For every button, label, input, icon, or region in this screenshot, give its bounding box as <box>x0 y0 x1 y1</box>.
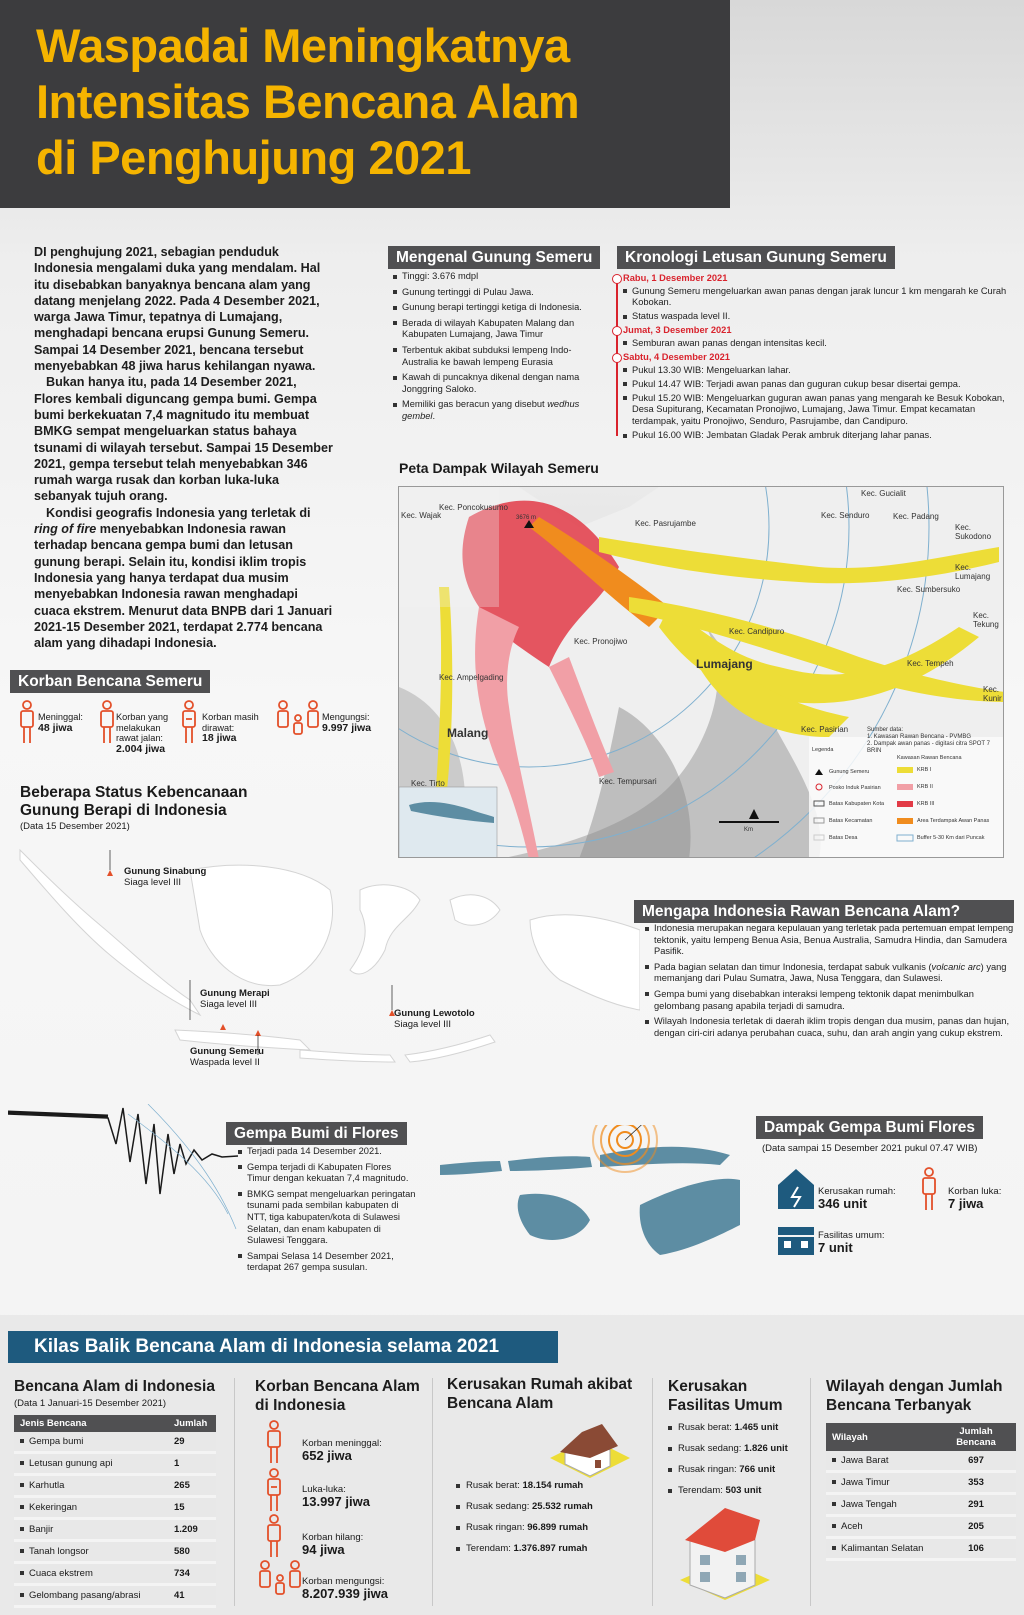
volcano-label: Gunung Semeru Waspada level II <box>190 1046 264 1068</box>
wilayah-section: Wilayah dengan Jumlah Bencana Terbanyak Wilayah Jumlah Bencana Jawa Barat 697 Jawa Timur 353 Jawa Tengah 291 Aceh 205 Kalimantan Selatan 106 <box>826 1378 1016 1561</box>
list-item: Berada di wilayah Kabupaten Malang dan Kabupaten Lumajang, Jawa Timur <box>393 318 598 341</box>
intro-paragraph: Kondisi geografis Indonesia yang terletak di ring of fire menyebabkan Indonesia rawan terhadap bencana gempa bumi dan letusan gunung berapi. Selain itu, kondisi iklim tropis Indonesia yang hanya terdapat dua musim menyebabkan Indonesia rawan menghadapi cuaca ekstrem. Menurut data BNPB dari 1 Januari 2021-15 Desember 2021, terdapat 2.774 bencana alam yang dihadapi Indonesia. <box>34 505 333 651</box>
list-item: Rusak berat: 1.465 unit <box>668 1422 808 1434</box>
list-item: Kawah di puncaknya dikenal dengan nama Jonggring Saloko. <box>393 372 598 395</box>
kilas-balik-title: Kilas Balik Bencana Alam di Indonesia selama 2021 <box>8 1331 558 1363</box>
korban-indonesia-section: Korban Bencana Alam di Indonesia <box>255 1378 420 1414</box>
table-row: Jawa Tengah 291 <box>826 1494 1016 1516</box>
intro-text <box>34 244 336 651</box>
intro-paragraph: DI penghujung 2021, sebagian penduduk Indonesia mengalami duka yang mendalam. Hal itu disebabkan banyaknya bencana alam yang datang menjelang 2022. Pada 4 Desember 2021, warga Jawa Timur, tepatnya di Lumajang, menghadapi bencana erupsi Gunung Semeru. Sampai 14 Desember 2021, bencana tersebut menyebabkan 48 jiwa harus kehilangan nyawa. <box>34 245 321 374</box>
kronologi-list <box>623 271 1013 444</box>
volcano-label: Gunung Sinabung Siaga level III <box>124 866 207 888</box>
person-injured-icon <box>920 1167 938 1211</box>
map-label: Kec. Pasrujambe <box>635 519 696 528</box>
map-legend-title: Kawasan Rawan Bencana <box>897 755 962 761</box>
map-label: Kec. Gucialit <box>861 489 906 498</box>
divider <box>432 1378 433 1606</box>
volcano-status-title: Beberapa Status Kebencanaan Gunung Berapi di Indonesia <box>20 784 248 819</box>
list-item: Tinggi: 3.676 mdpl <box>393 271 598 283</box>
map-label: Kec. Wajak <box>401 511 442 520</box>
list-item: Pukul 15.20 WIB: Mengeluarkan guguran awan panas yang mengarah ke Besuk Kobokan, Desa Supiturang, Kecamatan Pronojiwo, Lumajang, Jawa Timur. Empat kecamatan terdampak, yaitu Pronojiwo, Senduro, Pasrujambe, dan Candipuro. <box>623 393 1013 428</box>
legend-item: Batas Kecamatan <box>829 818 873 824</box>
legend-item: Buffer 5-30 Km dari Puncak <box>917 835 985 841</box>
list-item: Terendam: 1.376.897 rumah <box>456 1543 636 1555</box>
list-item: Gempa bumi yang disebabkan interaksi lempeng tektonik dapat menimbulkan gelombang pasang apabila terjadi di samudra. <box>645 989 1015 1012</box>
fasilitas-list <box>668 1422 808 1506</box>
why-list <box>645 923 1015 1043</box>
map-source: Sumber data: 1. Kawasan Rawan Bencana - PVMBG 2. Dampak awan panas - digitasi citra SPOT 7 BRIN <box>867 727 990 754</box>
seismograph-graphic <box>8 1104 238 1234</box>
divider <box>652 1378 653 1606</box>
timeline-date: Sabtu, 4 Desember 2021 <box>623 352 1013 364</box>
table-row: Karhutla 265 <box>14 1474 216 1496</box>
family-icon <box>258 1560 302 1604</box>
list-item: Rusak ringan: 766 unit <box>668 1464 808 1476</box>
map-label: Kec. Tempeh <box>907 659 954 668</box>
map-label: Kec. Tempursari <box>599 777 657 786</box>
map-label: Kec. Lumajang <box>955 563 991 581</box>
fasilitas-section: Kerusakan Fasilitas Umum <box>668 1378 783 1414</box>
map-legend-title: Legenda <box>812 747 834 753</box>
list-item: Gunung berapi tertinggi ketiga di Indonesia. <box>393 302 598 314</box>
house-icon <box>540 1418 640 1488</box>
impact-map <box>398 486 1004 858</box>
person-icon <box>98 700 116 744</box>
table-row: Letusan gunung api 1 <box>14 1452 216 1474</box>
list-item: Rusak berat: 18.154 rumah <box>456 1480 636 1492</box>
list-item: Pukul 14.47 WIB: Terjadi awan panas dan guguran cukup besar disertai gempa. <box>623 379 1013 391</box>
person-injured-icon <box>180 700 198 744</box>
list-item: Pada bagian selatan dan timur Indonesia, terdapat sabuk vulkanis (volcanic arc) yang memanjang dari Pulau Sumatra, Jawa, Nusa Tenggara, dan Sulawesi. <box>645 962 1015 985</box>
legend-item: KRB I <box>917 767 932 773</box>
list-item: Wilayah Indonesia terletak di daerah iklim tropis dengan dua musim, panas dan hujan, dengan ciri-ciri adanya perubahan cuaca, suhu, dan arah angin yang cukup ekstrem. <box>645 1016 1015 1039</box>
divider <box>234 1378 235 1606</box>
map-city-label: Lumajang <box>696 657 753 671</box>
rumah-section: Kerusakan Rumah akibat Bencana Alam <box>447 1376 633 1412</box>
map-label: Kec. Sumbersuko <box>897 585 961 594</box>
korban-semeru-stats: Meninggal: 48 jiwa Korban yang melakukan rawat jalan: 2.004 jiwa Korban masih dirawat: 18 jiwa Mengungsi: 9.997 jiwa <box>18 700 378 748</box>
map-scale-label: Km <box>744 827 753 833</box>
list-item: Terbentuk akibat subduksi lempeng Indo-Australia ke bawah lempeng Eurasia <box>393 345 598 368</box>
table-row: Kalimantan Selatan 106 <box>826 1538 1016 1560</box>
list-item: Gunung tertinggi di Pulau Jawa. <box>393 287 598 299</box>
bencana-section: Bencana Alam di Indonesia (Data 1 Januari-15 Desember 2021) Jenis Bencana Jumlah Gempa bumi 29 Letusan gunung api 1 Karhutla 265 Kekeringan 15 Banjir 1.209 Tanah longsor 580 Cuaca ekstrem 734 Gelombang pasang/abrasi 41 <box>14 1378 216 1608</box>
flores-title: Gempa Bumi di Flores <box>226 1122 407 1145</box>
table-row: Jawa Barat 697 <box>826 1451 1016 1472</box>
person-icon <box>18 700 36 744</box>
table-row: Kekeringan 15 <box>14 1496 216 1518</box>
table-row: Cuaca ekstrem 734 <box>14 1562 216 1584</box>
list-item: Memiliki gas beracun yang disebut wedhus gembel. <box>393 399 598 422</box>
legend-item: Area Terdampak Awan Panas <box>917 818 990 824</box>
list-item: Rusak sedang: 25.532 rumah <box>456 1501 636 1513</box>
list-item: Status waspada level II. <box>623 311 1013 323</box>
list-item: BMKG sempat mengeluarkan peringatan tsunami pada sembilan kabupaten di NTT, tiga kabupaten/kota di Sulawesi Selatan, dan enam kabupaten di Sulawesi Tenggara. <box>238 1189 416 1247</box>
map-label: Kec. Pronojiwo <box>574 637 628 646</box>
map-label: Kec. Kunir <box>983 685 1002 703</box>
map-peak-label: 3676 m <box>516 515 537 521</box>
list-item: Gempa terjadi di Kabupaten Flores Timur dengan kekuatan 7,4 magnitudo. <box>238 1162 416 1185</box>
dampak-subtitle: (Data sampai 15 Desember 2021 pukul 07.47 WIB) <box>762 1143 978 1154</box>
timeline-date: Rabu, 1 Desember 2021 <box>623 273 1013 285</box>
person-icon <box>265 1514 283 1558</box>
korban-semeru-title: Korban Bencana Semeru <box>10 670 210 693</box>
building-icon <box>670 1500 780 1604</box>
list-item: Rusak sedang: 1.826 unit <box>668 1443 808 1455</box>
map-label: Kec. Sukodono <box>955 523 992 541</box>
map-label: Kec. Pasirian <box>801 725 849 734</box>
public-facility-icon <box>776 1225 816 1257</box>
damaged-house-icon <box>776 1165 816 1211</box>
volcano-label: Gunung Lewotolo Siaga level III <box>394 1008 475 1030</box>
flores-list <box>238 1146 416 1278</box>
legend-item: Batas Kabupaten Kota <box>829 801 885 807</box>
list-item: Terendam: 503 unit <box>668 1485 808 1497</box>
semeru-info-title: Mengenal Gunung Semeru <box>388 246 600 269</box>
intro-paragraph: Bukan hanya itu, pada 14 Desember 2021, Flores kembali diguncang gempa bumi. Gempa bumi berkekuatan 7,4 magnitudo itu membuat BMKG sempat mengeluarkan status bahaya tsunami di wilayah tersebut. Sampai 15 Desember 2021, gempa tersebut telah menyebabkan 346 rumah warga rusak dan korban luka-luka sebanyak tujuh orang. <box>34 375 333 504</box>
page-title: Waspadai Meningkatnya Intensitas Bencana Alam di Penghujung 2021 <box>36 19 580 184</box>
dampak-title: Dampak Gempa Bumi Flores <box>756 1116 983 1139</box>
rumah-list <box>456 1480 636 1564</box>
map-label: Kec. Poncokusumo <box>439 503 508 512</box>
wilayah-table: Wilayah Jumlah Bencana Jawa Barat 697 Jawa Timur 353 Jawa Tengah 291 Aceh 205 Kalimantan Selatan 106 <box>826 1423 1016 1561</box>
map-label: Kec. Tekung <box>973 611 999 629</box>
legend-item: Gunung Semeru <box>829 769 870 775</box>
volcano-label: Gunung Merapi Siaga level III <box>200 988 270 1010</box>
map-label: Kec. Tirto <box>411 779 445 788</box>
table-row: Gempa bumi 29 <box>14 1432 216 1453</box>
list-item: Indonesia merupakan negara kepulauan yang terletak pada pertemuan empat lempeng tektonik, yaitu lempeng Benua Asia, Benua Australia, Samudra Hindia, dan Samudera Pasifik. <box>645 923 1015 958</box>
map-label: Kec. Senduro <box>821 511 870 520</box>
table-row: Tanah longsor 580 <box>14 1540 216 1562</box>
map-city-label: Malang <box>447 726 489 740</box>
list-item: Terjadi pada 14 Desember 2021. <box>238 1146 416 1158</box>
map-label: Kec. Ampelgading <box>439 673 504 682</box>
list-item: Gunung Semeru mengeluarkan awan panas dengan jarak luncur 1 km mengarah ke Curah Kobokan. <box>623 286 1013 309</box>
list-item: Rusak ringan: 96.899 rumah <box>456 1522 636 1534</box>
bencana-table: Jenis Bencana Jumlah Gempa bumi 29 Letusan gunung api 1 Karhutla 265 Kekeringan 15 Banjir 1.209 Tanah longsor 580 Cuaca ekstrem 734 Gelombang pasang/abrasi 41 <box>14 1415 216 1608</box>
indonesia-map <box>0 840 640 1080</box>
list-item: Sampai Selasa 14 Desember 2021, terdapat 267 gempa susulan. <box>238 1251 416 1274</box>
person-icon <box>265 1420 283 1464</box>
list-item: Pukul 13.30 WIB: Mengeluarkan lahar. <box>623 365 1013 377</box>
legend-item: KRB III <box>917 801 935 807</box>
legend-item: Posko Induk Pasirian <box>829 785 881 791</box>
list-item: Pukul 16.00 WIB: Jembatan Gladak Perak ambruk diterjang lahar panas. <box>623 430 1013 442</box>
list-item: Semburan awan panas dengan intensitas kecil. <box>623 338 1013 350</box>
map-label: Kec. Padang <box>893 512 939 521</box>
divider <box>810 1378 811 1606</box>
semeru-info <box>393 271 598 427</box>
table-row: Banjir 1.209 <box>14 1518 216 1540</box>
family-icon <box>276 700 320 744</box>
volcano-status-subtitle: (Data 15 Desember 2021) <box>20 821 130 832</box>
legend-item: Batas Desa <box>829 835 858 841</box>
why-title: Mengapa Indonesia Rawan Bencana Alam? <box>634 900 1014 923</box>
person-injured-icon <box>265 1468 283 1512</box>
table-row: Aceh 205 <box>826 1516 1016 1538</box>
legend-item: KRB II <box>917 784 933 790</box>
map-label: Kec. Candipuro <box>729 627 785 636</box>
nusa-tenggara-map <box>440 1125 740 1290</box>
table-row: Jawa Timur 353 <box>826 1472 1016 1494</box>
map-title: Peta Dampak Wilayah Semeru <box>399 460 599 476</box>
kronologi-title: Kronologi Letusan Gunung Semeru <box>617 246 895 269</box>
table-row: Gelombang pasang/abrasi 41 <box>14 1584 216 1606</box>
timeline-date: Jumat, 3 Desember 2021 <box>623 325 1013 337</box>
